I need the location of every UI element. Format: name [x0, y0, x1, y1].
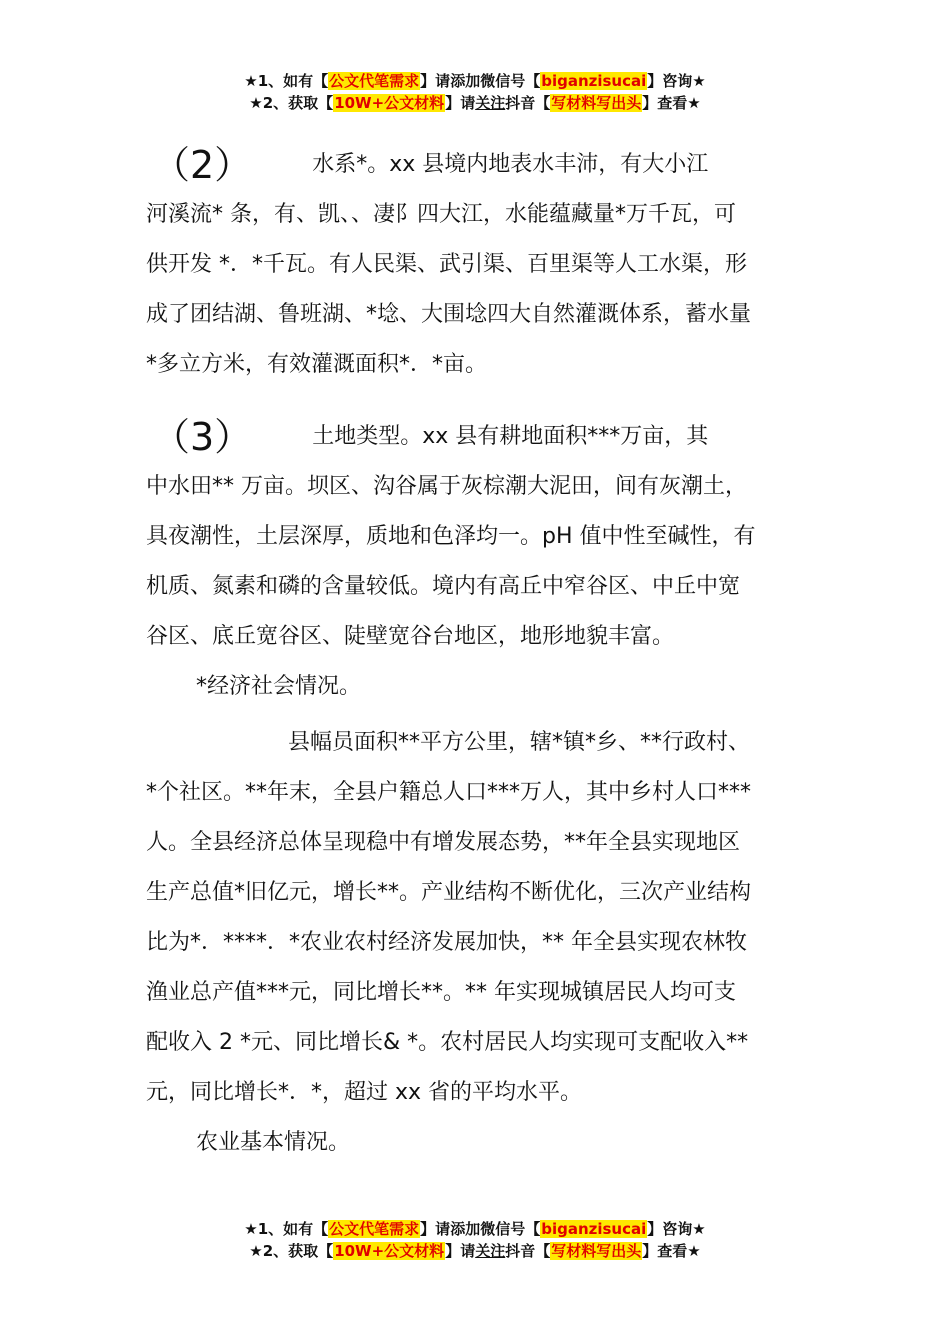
banner-emphasis: 关注 — [475, 1242, 506, 1260]
paragraph-line: 机质、氮素和磷的含量较低。境内有高丘中窄谷区、中丘中宽 — [146, 574, 741, 599]
banner-text: 】查看★ — [642, 94, 701, 112]
paragraph-line: *多立方米，有效灌溉面积*．*亩。 — [146, 352, 488, 377]
paragraph-line — [76, 412, 810, 462]
banner-text: 】请 — [445, 1242, 476, 1260]
banner-highlight: 10W+公文材料 — [334, 1242, 445, 1260]
heading-agriculture: 农业基本情况。 — [196, 1130, 351, 1155]
banner-text: 】请 — [420, 72, 451, 90]
banner-text: ★1、如有【 — [244, 1220, 329, 1238]
banner-text: 微信号【 — [480, 1220, 541, 1238]
banner-text: 】咨询★ — [647, 1220, 706, 1238]
section-water-system — [146, 140, 810, 390]
banner-highlight: biganzisucai — [541, 1220, 647, 1238]
paragraph-line: 中水田** 万亩。坝区、沟谷属于灰棕潮大泥田，间有灰潮土， — [146, 474, 747, 499]
section-economy — [146, 718, 810, 1118]
bottom-banner — [0, 1218, 950, 1262]
paragraph-line: 配收入 2 *元、同比增长& *。农村居民人均实现可支配收入** — [146, 1030, 749, 1055]
paragraph-line: 具夜潮性，土层深厚，质地和色泽均一。pH 值中性至碱性，有 — [146, 524, 756, 549]
paragraph-line: 渔业总产值***元，同比增长**。** 年实现城镇居民人均可支 — [146, 980, 736, 1005]
banner-highlight: 写材料写出头 — [551, 94, 642, 112]
banner-line-1 — [0, 1218, 950, 1240]
paragraph-line: 县幅员面积**平方公里，辖*镇*乡、**行政村、 — [288, 730, 751, 755]
paragraph-line: 供开发 *．*千瓦。有人民渠、武引渠、百里渠等人工水渠，形 — [146, 252, 747, 277]
paragraph-line — [76, 140, 810, 190]
banner-emphasis: 添加 — [450, 72, 481, 90]
banner-highlight: 公文代笔需求 — [329, 1220, 420, 1238]
banner-text: ★2、获取【 — [249, 1242, 334, 1260]
banner-text: 抖音【 — [505, 1242, 551, 1260]
paragraph-line: 比为*．****．*农业农村经济发展加快，** 年全县实现农林牧 — [146, 930, 747, 955]
banner-text: ★2、获取【 — [249, 94, 334, 112]
banner-line-2 — [0, 1240, 950, 1262]
section-number: （3） — [152, 415, 253, 459]
banner-emphasis: 关注 — [475, 94, 506, 112]
top-banner — [0, 70, 950, 114]
banner-highlight: biganzisucai — [541, 72, 647, 90]
text-line: 土地类型。xx 县有耕地面积***万亩，其 — [312, 424, 709, 449]
heading-economy: *经济社会情况。 — [196, 674, 362, 699]
banner-highlight: 10W+公文材料 — [334, 94, 445, 112]
paragraph-line: 河溪流* 条，有、凯、、凄阝四大江，水能蕴藏量*万千瓦，可 — [146, 202, 736, 227]
banner-text: 】咨询★ — [647, 72, 706, 90]
banner-text: 】请 — [445, 94, 476, 112]
section-number: （2） — [152, 143, 253, 187]
banner-highlight: 写材料写出头 — [551, 1242, 642, 1260]
text-line: 水系*。xx 县境内地表水丰沛，有大小江 — [312, 152, 709, 177]
banner-text: 微信号【 — [480, 72, 541, 90]
banner-text: ★1、如有【 — [244, 72, 329, 90]
banner-emphasis: 添加 — [450, 1220, 481, 1238]
paragraph-line: 人。全县经济总体呈现稳中有增发展态势，**年全县实现地区 — [146, 830, 741, 855]
paragraph-line: *个社区。**年末，全县户籍总人口***万人，其中乡村人口*** — [146, 780, 752, 805]
section-land-type — [146, 412, 810, 662]
paragraph-line: 成了团结湖、鲁班湖、*埝、大围埝四大自然灌溉体系，蓄水量 — [146, 302, 752, 327]
paragraph-line: 元，同比增长*．*，超过 xx 省的平均水平。 — [146, 1080, 583, 1105]
paragraph-line: 谷区、底丘宽谷区、陡壁宽谷台地区，地形地貌丰富。 — [146, 624, 675, 649]
banner-line-2 — [0, 92, 950, 114]
banner-text: 】查看★ — [642, 1242, 701, 1260]
banner-text: 抖音【 — [505, 94, 551, 112]
document-body — [146, 140, 810, 1168]
paragraph-line: 生产总值*旧亿元，增长**。产业结构不断优化，三次产业结构 — [146, 880, 752, 905]
banner-line-1 — [0, 70, 950, 92]
banner-highlight: 公文代笔需求 — [329, 72, 420, 90]
banner-text: 】请 — [420, 1220, 451, 1238]
